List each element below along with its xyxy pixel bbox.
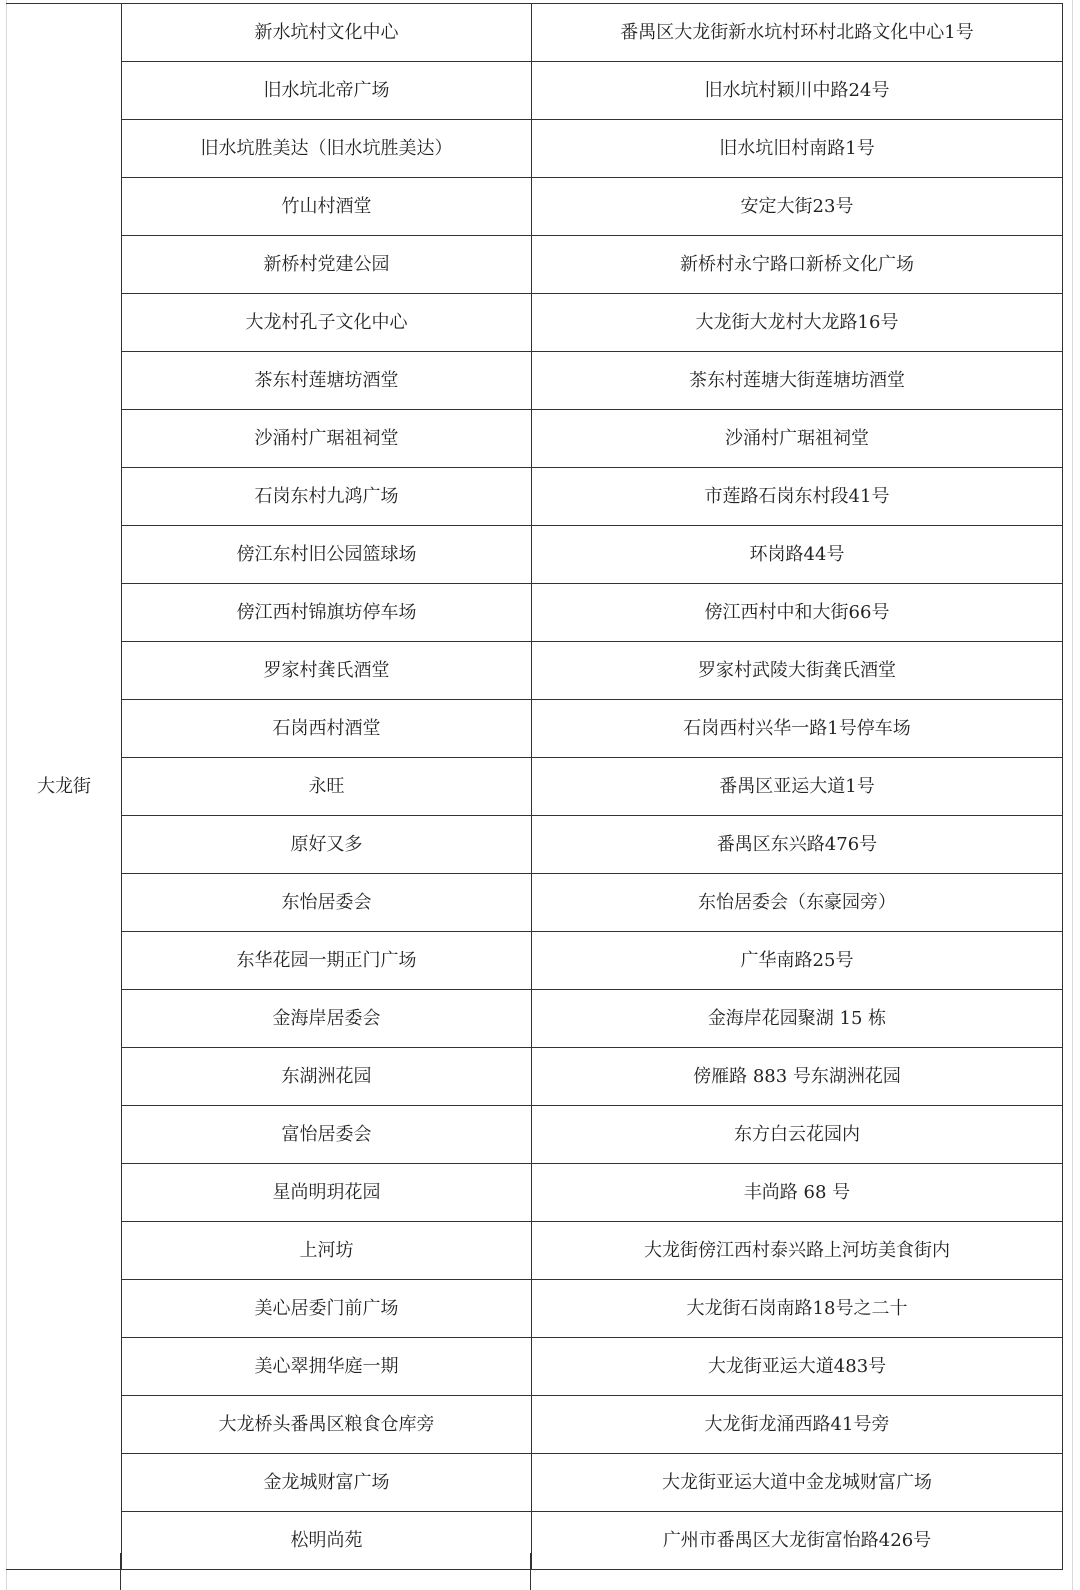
table-row [7,1222,1063,1280]
table-row [7,1280,1063,1338]
site-name-cell[interactable]: 旧水坑胜美达（旧水坑胜美达） [122,120,532,178]
site-name-cell[interactable]: 石岗西村酒堂 [122,700,532,758]
table-row [7,990,1063,1048]
table-row [7,1338,1063,1396]
table-body [7,4,1063,1570]
table-row [7,642,1063,700]
table-row [7,1048,1063,1106]
site-name-cell[interactable]: 石岗东村九鸿广场 [122,468,532,526]
site-name-cell[interactable]: 星尚明玥花园 [122,1164,532,1222]
table-row [7,700,1063,758]
site-name-cell[interactable]: 金海岸居委会 [122,990,532,1048]
site-address-cell[interactable]: 广华南路25号 [532,932,1063,990]
site-address-cell[interactable]: 广州市番禺区大龙街富怡路426号 [532,1512,1063,1570]
site-address-cell[interactable]: 罗家村武陵大街龚氏酒堂 [532,642,1063,700]
table-row [7,468,1063,526]
table-row [7,1106,1063,1164]
site-address-cell[interactable]: 大龙街大龙村大龙路16号 [532,294,1063,352]
next-row-stub [6,1553,1072,1590]
table-row [7,758,1063,816]
sheet-gridline-right [1072,0,1073,1590]
site-address-cell[interactable]: 市莲路石岗东村段41号 [532,468,1063,526]
table-row [7,874,1063,932]
table-row [7,352,1063,410]
site-name-cell[interactable]: 罗家村龚氏酒堂 [122,642,532,700]
site-address-cell[interactable]: 沙涌村广琚祖祠堂 [532,410,1063,468]
site-name-cell[interactable]: 东怡居委会 [122,874,532,932]
site-name-cell[interactable]: 茶东村莲塘坊酒堂 [122,352,532,410]
site-name-cell[interactable]: 傍江西村锦旗坊停车场 [122,584,532,642]
table-row [7,1396,1063,1454]
site-address-cell[interactable]: 大龙街亚运大道483号 [532,1338,1063,1396]
site-address-cell[interactable]: 番禺区东兴路476号 [532,816,1063,874]
site-address-cell[interactable]: 丰尚路 68 号 [532,1164,1063,1222]
site-name-cell[interactable]: 东华花园一期正门广场 [122,932,532,990]
site-address-cell[interactable]: 旧水坑旧村南路1号 [532,120,1063,178]
site-address-cell[interactable]: 东方白云花园内 [532,1106,1063,1164]
site-name-cell[interactable]: 旧水坑北帝广场 [122,62,532,120]
site-address-cell[interactable]: 傍江西村中和大街66号 [532,584,1063,642]
table-row [7,62,1063,120]
site-address-cell[interactable]: 茶东村莲塘大街莲塘坊酒堂 [532,352,1063,410]
site-name-cell[interactable]: 新水坑村文化中心 [122,4,532,62]
table-row [7,526,1063,584]
table-row [7,410,1063,468]
site-name-cell[interactable]: 美心居委门前广场 [122,1280,532,1338]
site-name-cell[interactable]: 原好又多 [122,816,532,874]
table-row [7,178,1063,236]
table-row [7,1164,1063,1222]
column-divider [530,1553,531,1590]
site-name-cell[interactable]: 金龙城财富广场 [122,1454,532,1512]
site-address-cell[interactable]: 东怡居委会（东豪园旁） [532,874,1063,932]
site-address-cell[interactable]: 安定大街23号 [532,178,1063,236]
site-address-cell[interactable]: 大龙街亚运大道中金龙城财富广场 [532,1454,1063,1512]
site-address-cell[interactable]: 大龙街傍江西村泰兴路上河坊美食街内 [532,1222,1063,1280]
site-address-cell[interactable]: 傍雁路 883 号东湖洲花园 [532,1048,1063,1106]
table-row [7,584,1063,642]
site-name-cell[interactable]: 永旺 [122,758,532,816]
site-address-cell[interactable]: 环岗路44号 [532,526,1063,584]
site-name-cell[interactable]: 傍江东村旧公园篮球场 [122,526,532,584]
site-address-cell[interactable]: 旧水坑村颖川中路24号 [532,62,1063,120]
site-address-cell[interactable]: 番禺区亚运大道1号 [532,758,1063,816]
table-row [7,236,1063,294]
sampling-sites-table [6,3,1063,1570]
site-address-cell[interactable]: 大龙街龙涌西路41号旁 [532,1396,1063,1454]
column-divider [120,1553,121,1590]
table-row [7,932,1063,990]
site-name-cell[interactable]: 竹山村酒堂 [122,178,532,236]
table-row [7,120,1063,178]
street-name-cell[interactable]: 大龙街 [7,4,122,1570]
site-address-cell[interactable]: 新桥村永宁路口新桥文化广场 [532,236,1063,294]
site-address-cell[interactable]: 金海岸花园聚湖 15 栋 [532,990,1063,1048]
site-name-cell[interactable]: 大龙桥头番禺区粮食仓库旁 [122,1396,532,1454]
site-name-cell[interactable]: 新桥村党建公园 [122,236,532,294]
site-name-cell[interactable]: 沙涌村广琚祖祠堂 [122,410,532,468]
site-name-cell[interactable]: 上河坊 [122,1222,532,1280]
site-address-cell[interactable]: 石岗西村兴华一路1号停车场 [532,700,1063,758]
site-name-cell[interactable]: 东湖洲花园 [122,1048,532,1106]
site-address-cell[interactable]: 番禺区大龙街新水坑村环村北路文化中心1号 [532,4,1063,62]
table-row [7,816,1063,874]
site-name-cell[interactable]: 松明尚苑 [122,1512,532,1570]
site-name-cell[interactable]: 美心翠拥华庭一期 [122,1338,532,1396]
site-address-cell[interactable]: 大龙街石岗南路18号之二十 [532,1280,1063,1338]
site-name-cell[interactable]: 富怡居委会 [122,1106,532,1164]
table-row [7,294,1063,352]
table-row [7,4,1063,62]
site-name-cell[interactable]: 大龙村孔子文化中心 [122,294,532,352]
table-row [7,1454,1063,1512]
